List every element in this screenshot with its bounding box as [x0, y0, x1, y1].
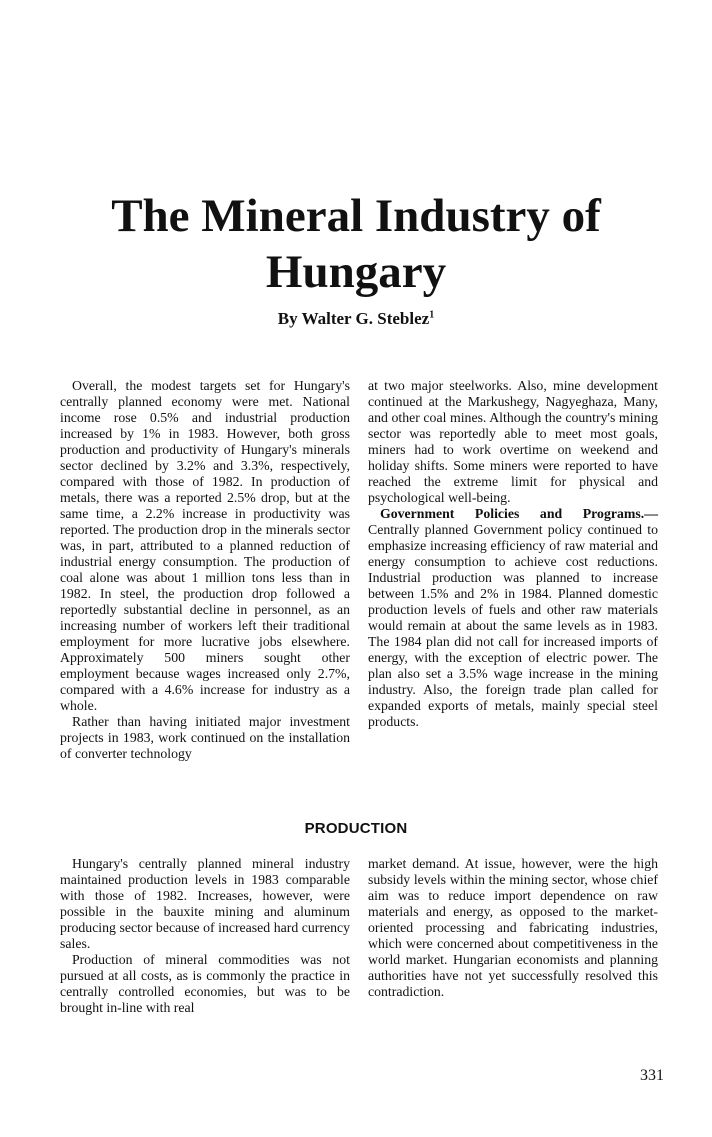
intro-paragraph-2: Rather than having initiated major investment projects in 1983, work continued on the installation of converter technology — [60, 714, 350, 761]
production-section-heading: PRODUCTION — [304, 820, 408, 837]
intro-paragraph-1: Overall, the modest targets set for Hungary's centrally planned economy were met. National income rose 0.5% and industrial production increased by 1% in 1983. However, both gross production and productivity of Hungary's minerals sector declined by 3.2% and 3.3%, respectively, compared with those of 1982. In production of metals, there was a reported 2.5% drop, but at the same time, a 2.2% increase in productivity was reported. The production drop in the minerals sector was, in part, attributed to a planned reduction of industrial energy consumption. The production of coal alone was about 1 million tons less than in 1982. In steel, the production drop followed a reportedly substantial decline in personnel, as an increasing number of workers left their traditional employment for more lucrative jobs elsewhere. Approximately 500 miners sought other employment because wages increased only 2.7%, compared with a 4.6% increase for industry as a whole. — [60, 378, 350, 713]
author-name: By Walter G. Steblez — [277, 309, 430, 328]
footnote-marker: 1 — [429, 309, 435, 321]
intro-paragraph-3 — [368, 506, 658, 730]
intro-paragraph-2-continued: at two major steelworks. Also, mine development continued at the Markushegy, Nagyeghaza, Many, and other coal mines. Although the country's mining sector was reportedly able to meet most goals, miners had to work overtime on weekend and holiday shifts. Some miners were reported to have reached the extreme limit for physical and psychological well-being. — [368, 378, 658, 505]
intro-column-right — [368, 378, 658, 730]
policies-run-in-heading: Government Policies and Programs.— — [380, 506, 658, 521]
title-line-2: Hungary — [265, 246, 447, 298]
policies-text: Centrally planned Government policy continued to emphasize increasing efficiency of raw material and energy consumption to achieve cost reductions. Industrial production was planned to increase between 1.5% and 2% in 1984. Planned domestic production levels of fuels and other raw materials would remain at about the same levels as in 1983. The 1984 plan did not call for increased imports of energy, with the exception of electric power. The plan also set a 3.5% wage increase in the mining industry. Also, the foreign trade plan called for expanded exports of metals, mainly special steel products. — [368, 522, 658, 729]
production-column-left — [60, 856, 350, 1016]
page-title — [0, 188, 712, 300]
intro-column-left — [60, 378, 350, 762]
production-paragraph-1: Hungary's centrally planned mineral industry maintained production levels in 1983 comparable with those of 1982. Increases, however, were possible in the bauxite mining and aluminum producing sector because of increased hard currency sales. — [60, 856, 350, 951]
page-number: 331 — [640, 1067, 664, 1084]
production-paragraph-2: Production of mineral commodities was not pursued at all costs, as is commonly the practice in centrally controlled economies, but was to be brought in-line with real — [60, 952, 350, 1015]
title-line-1: The Mineral Industry of — [111, 190, 601, 242]
byline — [0, 309, 712, 329]
production-paragraph-2-continued: market demand. At issue, however, were the high subsidy levels within the mining sector, whose chief aim was to reduce import dependence on raw materials and energy, as opposed to the market-oriented processing and fabricating industries, which were concerned about competitiveness in the world market. Hungarian economists and planning authorities have not yet successfully resolved this contradiction. — [368, 856, 658, 999]
production-column-right — [368, 856, 658, 1000]
